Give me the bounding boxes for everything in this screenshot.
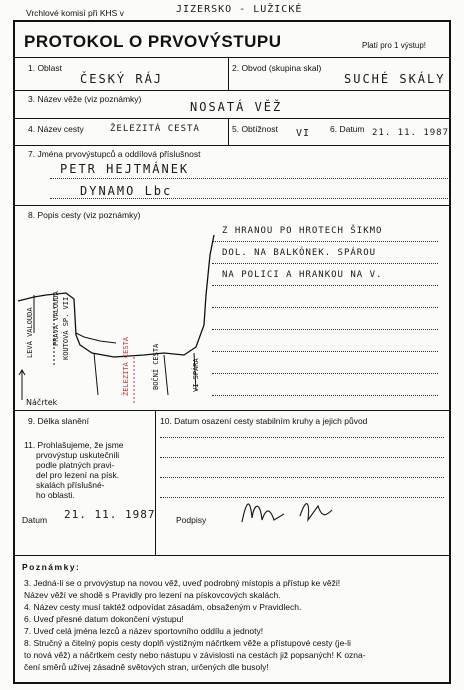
nacrtek-label: Náčrtek [26,398,58,407]
delka-label: 9. Délka slanění [28,416,89,426]
obtiznost-value: VI [296,128,311,139]
committee-prefix: Vrchlové komisí při KHS v [26,8,124,18]
sketch-label-bocni: BOČNÍ CESTA [152,343,160,390]
note-1: 3. Jedná-li se o prvovýstup na novou věž, uveď podrobný místopis a přístup ke věži! [24,578,341,588]
jmena-line1: PETR HEJTMÁNEK [60,162,190,176]
datum-label: 6. Datum [330,124,365,134]
popis-line2: DOL. NA BALKÓNEK. SPÁROU [222,248,377,258]
note-4: 6. Uveď přesné datum dokončení výstupu! [24,614,184,624]
osazeni-label: 10. Datum osazení cesty stabilním kruhy a jejich původ [160,416,368,426]
obvod-label: 2. Obvod (skupina skal) [232,63,322,73]
vez-label: 3. Název věže (viz poznámky) [28,94,142,104]
cesta-value: ŽELEZITÁ CESTA [110,124,200,134]
oblast-value: ČESKÝ RÁJ [80,72,164,86]
note-8: čení směrů užívej zásadně světových stran, určených dle busoly! [24,662,269,672]
committee-handwritten: JIZERSKO - LUŽICKÉ [176,4,303,15]
validity-note: Platí pro 1 výstup! [362,41,427,50]
podpisy-label: Podpisy [176,515,207,525]
sketch-label-prava-valouda: PRAVÁ VALOUDA [52,291,60,346]
oblast-label: 1. Oblast [28,63,63,73]
prohlaseni-text: 11. Prohlašujeme, že jsme prvovýstup uskutečnili podle platných pravi- del pro lezení na písk. skalách příslušné- ho oblasti. [24,440,124,500]
jmena-line2: DYNAMO Lbc [80,184,173,198]
obvod-value: SUCHÉ SKÁLY [344,72,446,86]
note-7: to nová věž) a náčrtkem cesty nebo nástupu v závislosti na cestách již popsaných! K ozna- [24,650,366,660]
cesta-label: 4. Název cesty [28,124,84,134]
datum2-label: Datum [22,515,48,525]
datum-value: 21. 11. 1987 [372,128,450,138]
jmena-label: 7. Jména prvovýstupců a oddílová příslušnost [28,149,201,159]
sketch-label-spara: VI SPÁRA [192,358,200,392]
sketch-label-leva-valouda: LEVÁ VALOUDA [26,307,34,358]
note-6: 8. Stručný a čitelný popis cesty doplň výstižným náčrtkem věže a přístupové cesty (je-li [24,638,351,648]
page-title: PROTOKOL O PRVOVÝSTUPU [24,32,282,51]
note-5: 7. Uveď celá jména lezců a název sportovního oddílu a jednoty! [24,626,264,636]
sketch-label-koutova: KOUTOVÁ SP. VII [62,296,70,360]
obtiznost-label: 5. Obtížnost [232,124,278,134]
vez-value: NOSATÁ VĚŽ [190,100,283,114]
datum2-value: 21. 11. 1987 [64,508,156,521]
signatures [236,492,356,532]
popis-line3: NA POLICI A HRANKOU NA V. [222,270,383,280]
popis-label: 8. Popis cesty (viz poznámky) [28,210,141,220]
note-3: 4. Název cesty musí taktéž odpovídat zásadám, obsaženým v Pravidlech. [24,602,302,612]
notes-title: Poznámky: [22,562,81,572]
popis-line1: Z HRANOU PO HROTECH ŠIKMO [222,226,383,236]
sketch-label-zelezita: ŽELEZITÁ CESTA [122,336,130,396]
note-2: Název věží ve shodě s Pravidly pro lezení na pískovcových skalách. [24,590,281,600]
